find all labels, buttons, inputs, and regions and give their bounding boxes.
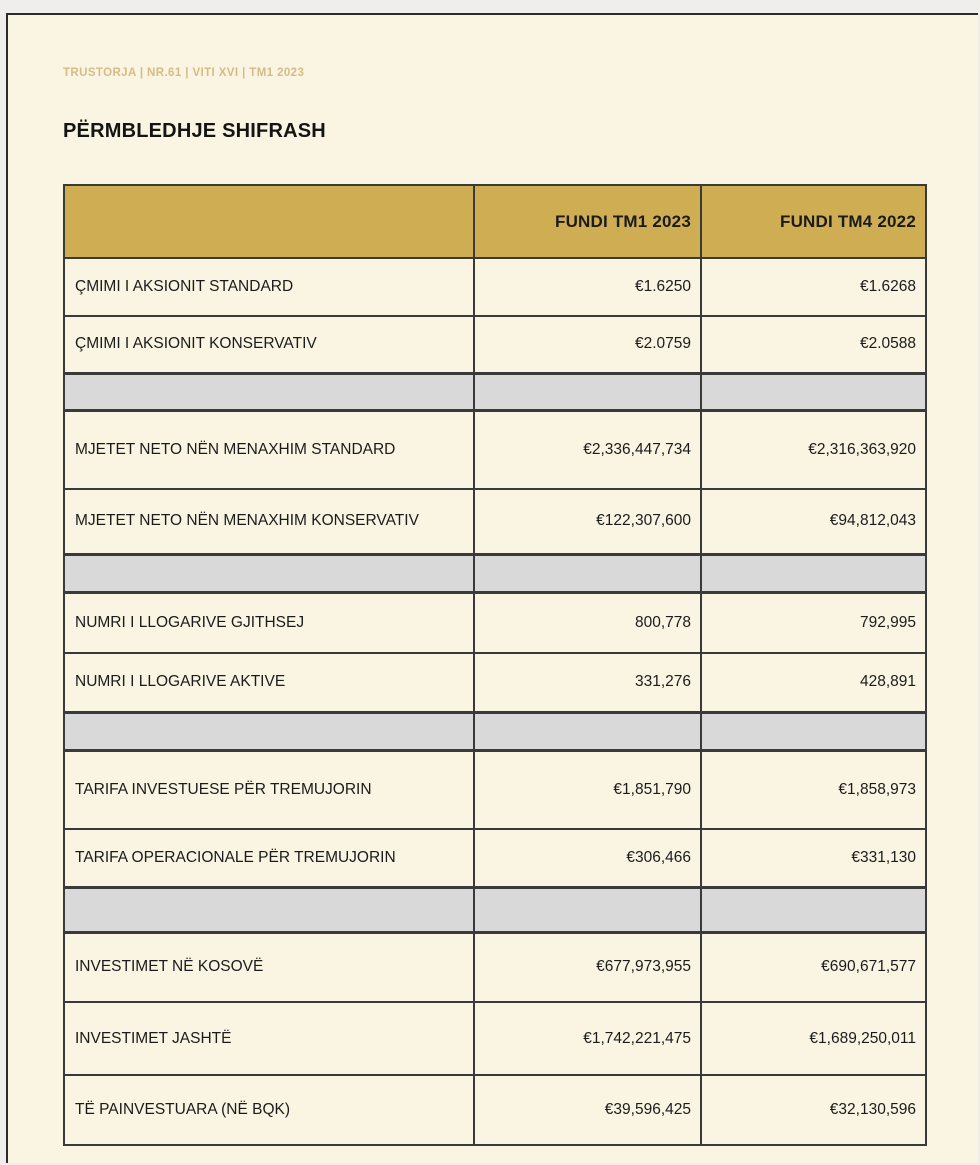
table-row — [64, 932, 926, 1002]
separator-cell — [64, 373, 474, 410]
separator-cell — [64, 887, 474, 932]
separator-cell — [474, 554, 701, 592]
separator-row — [64, 887, 926, 932]
row-label: TARIFA INVESTUESE PËR TREMUJORIN — [64, 750, 474, 829]
separator-cell — [474, 373, 701, 410]
separator-cell — [64, 554, 474, 592]
table-header-fundi-tm1-2023: FUNDI TM1 2023 — [474, 185, 701, 258]
separator-row — [64, 712, 926, 750]
row-value: €39,596,425 — [474, 1075, 701, 1145]
row-value: 800,778 — [474, 592, 701, 653]
row-value: €2,336,447,734 — [474, 410, 701, 489]
table-row — [64, 1002, 926, 1075]
row-label: MJETET NETO NËN MENAXHIM KONSERVATIV — [64, 489, 474, 554]
row-value: €1,851,790 — [474, 750, 701, 829]
row-value: €331,130 — [701, 829, 926, 887]
separator-cell — [701, 887, 926, 932]
document-page — [6, 13, 978, 1163]
table-header-fundi-tm4-2022: FUNDI TM4 2022 — [701, 185, 926, 258]
row-value: 792,995 — [701, 592, 926, 653]
row-label: INVESTIMET JASHTË — [64, 1002, 474, 1075]
row-value: €2.0759 — [474, 316, 701, 373]
row-value: €1.6250 — [474, 258, 701, 316]
row-value: €306,466 — [474, 829, 701, 887]
separator-cell — [701, 554, 926, 592]
summary-table — [63, 184, 927, 1146]
row-value: €677,973,955 — [474, 932, 701, 1002]
separator-cell — [64, 712, 474, 750]
table-row — [64, 410, 926, 489]
table-row — [64, 489, 926, 554]
row-value: €2,316,363,920 — [701, 410, 926, 489]
table-row — [64, 316, 926, 373]
separator-cell — [701, 712, 926, 750]
row-value: €1.6268 — [701, 258, 926, 316]
row-value: 331,276 — [474, 653, 701, 712]
table-row — [64, 1075, 926, 1145]
breadcrumb: TRUSTORJA | NR.61 | VITI XVI | TM1 2023 — [63, 67, 305, 79]
page-title: PËRMBLEDHJE SHIFRASH — [63, 120, 326, 142]
row-label: ÇMIMI I AKSIONIT KONSERVATIV — [64, 316, 474, 373]
row-value: €1,742,221,475 — [474, 1002, 701, 1075]
row-label: ÇMIMI I AKSIONIT STANDARD — [64, 258, 474, 316]
row-value: €1,858,973 — [701, 750, 926, 829]
row-label: TË PAINVESTUARA (NË BQK) — [64, 1075, 474, 1145]
row-label: INVESTIMET NË KOSOVË — [64, 932, 474, 1002]
separator-cell — [701, 373, 926, 410]
row-label: NUMRI I LLOGARIVE AKTIVE — [64, 653, 474, 712]
table-row — [64, 750, 926, 829]
row-value: €1,689,250,011 — [701, 1002, 926, 1075]
row-value: €2.0588 — [701, 316, 926, 373]
separator-row — [64, 554, 926, 592]
row-label: TARIFA OPERACIONALE PËR TREMUJORIN — [64, 829, 474, 887]
table-row — [64, 653, 926, 712]
separator-cell — [474, 887, 701, 932]
table-row — [64, 258, 926, 316]
row-value: €122,307,600 — [474, 489, 701, 554]
row-value: 428,891 — [701, 653, 926, 712]
table-row — [64, 592, 926, 653]
row-value: €690,671,577 — [701, 932, 926, 1002]
table-header-empty — [64, 185, 474, 258]
table-header-row — [64, 185, 926, 258]
row-label: NUMRI I LLOGARIVE GJITHSEJ — [64, 592, 474, 653]
table-body — [64, 258, 926, 1145]
row-value: €32,130,596 — [701, 1075, 926, 1145]
separator-cell — [474, 712, 701, 750]
table-row — [64, 829, 926, 887]
row-value: €94,812,043 — [701, 489, 926, 554]
row-label: MJETET NETO NËN MENAXHIM STANDARD — [64, 410, 474, 489]
separator-row — [64, 373, 926, 410]
